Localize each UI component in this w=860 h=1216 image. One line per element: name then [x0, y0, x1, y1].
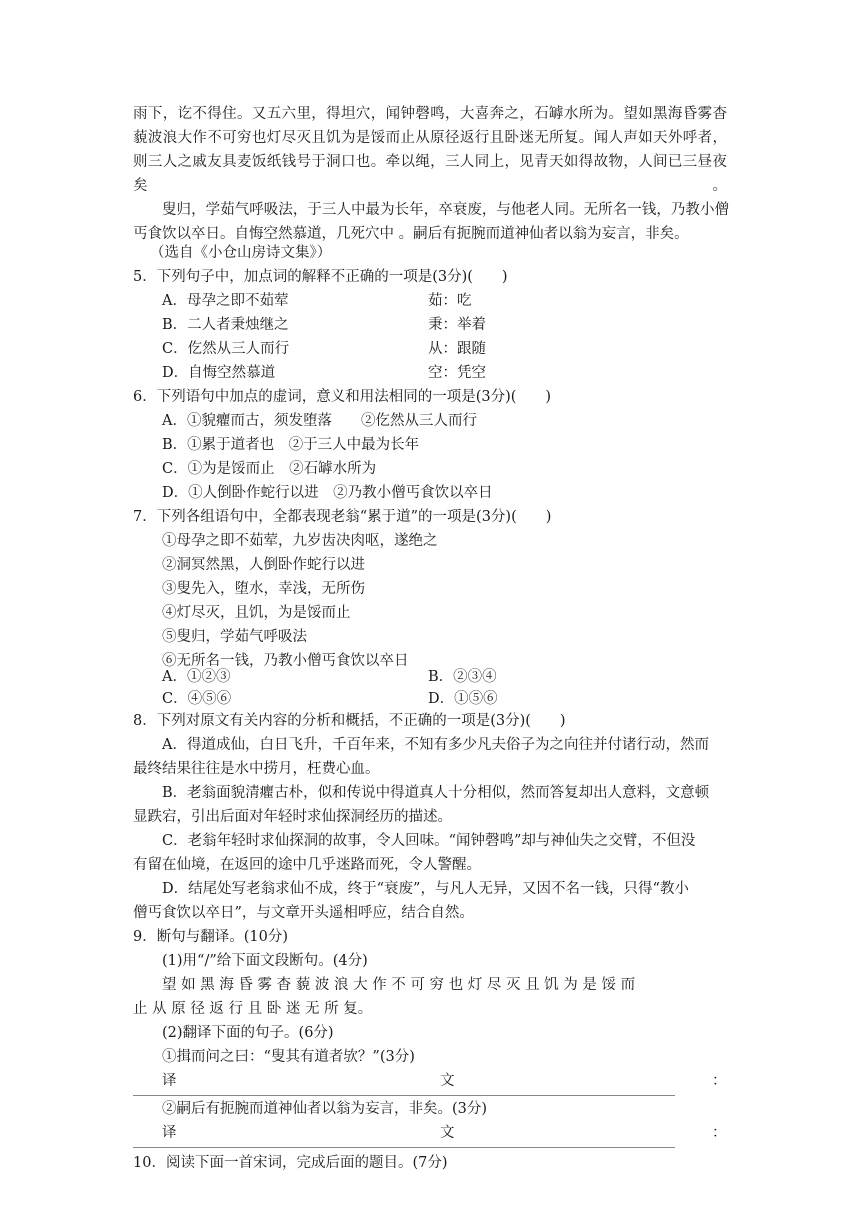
q5-gloss-a: 茹：吃 — [428, 293, 472, 309]
translation-label-2-yi: 译 — [162, 1125, 177, 1141]
answer-line-2[interactable] — [133, 1147, 675, 1148]
q7-item-4: ④灯尽灭，且饥，为是馁而止 — [162, 605, 351, 621]
q10-stem: 10．阅读下面一首宋词，完成后面的题目。(7分) — [133, 1155, 448, 1171]
q9-segment-line1: 望 如 黑 海 昏 雾 杳 藐 波 浪 大 作 不 可 穷 也 灯 尽 灭 且 饥 为 是 馁 而 — [162, 977, 636, 993]
q6-stem: 6．下列语句中加点的虚词，意义和用法相同的一项是(3分)( ) — [133, 389, 552, 405]
translation-label-1-wen: 文 — [440, 1073, 455, 1089]
q9-sub2: (2)翻译下面的句子。(6分) — [162, 1025, 334, 1041]
q9-sentence-2: ②嗣后有扼腕而道神仙者以翁为妄言，非矣。(3分) — [162, 1101, 488, 1117]
q5-stem: 5．下列句子中，加点词的解释不正确的一项是(3分)( ) — [133, 269, 508, 285]
q8-option-b-line1: B．老翁面貌清癯古朴，似和传说中得道真人十分相似，然而答复却出人意料，文意顿 — [162, 785, 710, 801]
q5-option-c: C．仡然从三人而行 — [162, 341, 290, 357]
q8-option-c-line1: C．老翁年轻时求仙探洞的故事，令人回味。“闻钟磬鸣”却与神仙失之交臂，不但没 — [162, 833, 696, 849]
q7-option-c: C．④⑤⑥ — [162, 691, 232, 707]
translation-label-1-colon: ： — [712, 1073, 727, 1089]
q8-stem: 8．下列对原文有关内容的分析和概括，不正确的一项是(3分)( ) — [133, 713, 566, 729]
q5-option-d: D．自悔空然慕道 — [162, 365, 276, 381]
q7-stem: 7．下列各组语句中，全都表现老翁“累于道”的一项是(3分)( ) — [133, 509, 552, 525]
passage-paragraph-2: 叟归，学茹气呼吸法，于三人中最为长年，卒衰废，与他老人同。无所名一钱，乃教小僧丐食饮以卒日。自悔空然慕道，几死穴中 。嗣后有扼腕而道神仙者以翁为妄言，非矣。 — [133, 202, 729, 242]
q9-stem: 9．断句与翻译。(10分) — [133, 929, 288, 945]
q5-gloss-d: 空：凭空 — [428, 365, 486, 381]
q7-item-5: ⑤叟归，学茹气呼吸法 — [162, 629, 307, 645]
q6-option-a: A．①貌癯而古，须发堕落 ②仡然从三人而行 — [162, 413, 477, 429]
q7-item-3: ③叟先入，堕水，幸浅，无所伤 — [162, 581, 365, 597]
translation-label-2-wen: 文 — [440, 1125, 455, 1141]
q5-gloss-c: 从：跟随 — [428, 341, 486, 357]
q7-option-b: B．②③④ — [428, 669, 497, 685]
q7-item-6: ⑥无所名一钱，乃教小僧丐食饮以卒日 — [162, 653, 409, 669]
q8-option-d-line1: D．结尾处写老翁求仙不成，终于“衰废”，与凡人无异，又因不名一钱，只得“教小 — [162, 881, 689, 897]
q8-option-a-line1: A．得道成仙，白日飞升，千百年来，不知有多少凡夫俗子为之向往并付诸行动，然而 — [162, 737, 709, 753]
q9-sub1: (1)用“/”给下面文段断句。(4分) — [162, 953, 368, 969]
translation-label-1-yi: 译 — [162, 1073, 177, 1089]
q6-option-b: B．①累于道者也 ②于三人中最为长年 — [162, 437, 420, 453]
q8-option-a-line2: 最终结果往往是水中捞月，枉费心血。 — [133, 761, 380, 777]
answer-line-1[interactable] — [133, 1095, 675, 1096]
q7-item-2: ②洞冥然黑，人倒卧作蛇行以进 — [162, 557, 365, 573]
translation-label-2-colon: ： — [712, 1125, 727, 1141]
q5-option-a: A．母孕之即不茹荤 — [162, 293, 289, 309]
q9-segment-line2: 止 从 原 径 返 行 且 卧 迷 无 所 复。 — [133, 1001, 373, 1017]
passage-paragraph-1: 雨下，讫不得住。又五六里，得坦穴，闻钟磬鸣，大喜奔之，石罅水所为。望如黑海昏雾杳藐波浪大作不可穷也灯尽灭且饥为是馁而止从原径返行且卧迷无所复。闻人声如天外呼者，则三人之戚友具麦饭纸钱号于洞口也。牵以绳，三人同上，见青天如得故物，人间已三昼夜矣。 — [133, 106, 727, 194]
q7-item-1: ①母孕之即不茹荤，九岁齿决肉呕，遂绝之 — [162, 533, 438, 549]
q5-gloss-b: 秉：举着 — [428, 317, 486, 333]
q6-option-d: D．①人倒卧作蛇行以进 ②乃教小僧丐食饮以卒日 — [162, 485, 493, 501]
passage-source: （选自《小仓山房诗文集》） — [150, 245, 332, 261]
q8-option-b-line2: 显跌宕，引出后面对年轻时求仙探洞经历的描述。 — [133, 809, 452, 825]
q6-option-c: C．①为是馁而止 ②石罅水所为 — [162, 461, 377, 477]
q5-option-b: B．二人者秉烛继之 — [162, 317, 289, 333]
q7-option-d: D．①⑤⑥ — [428, 691, 498, 707]
q7-option-a: A．①②③ — [162, 669, 231, 685]
q8-option-c-line2: 有留在仙境，在返回的途中几乎迷路而死，令人警醒。 — [133, 857, 481, 873]
q8-option-d-line2: 僧丐食饮以卒日”，与文章开头遥相呼应，结合自然。 — [133, 905, 474, 921]
q9-sentence-1: ①揖而问之曰：“叟其有道者欤？”(3分) — [162, 1049, 415, 1065]
